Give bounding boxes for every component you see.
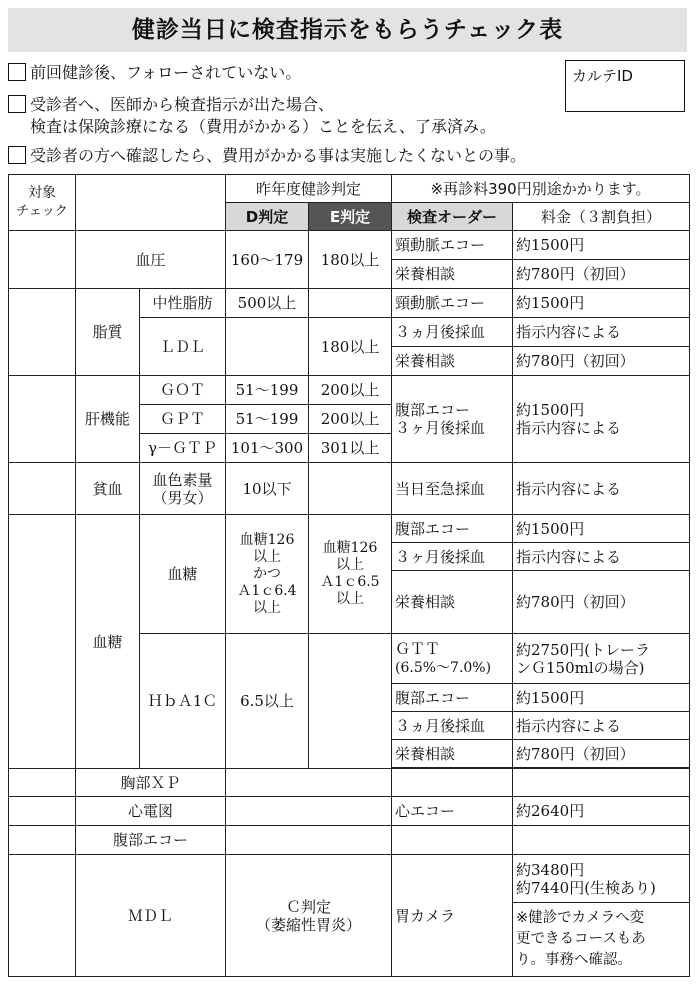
sugar-bs-e: 血糖126 以上 Ａ1ｃ6.5 以上 bbox=[309, 515, 392, 634]
liver-got-label: ＧＯＴ bbox=[140, 376, 226, 405]
bp-fee-2: 約780円（初回） bbox=[513, 260, 690, 289]
checkbox-2[interactable] bbox=[8, 95, 26, 113]
bp-label: 血圧 bbox=[76, 231, 226, 289]
exam-table bbox=[8, 174, 690, 977]
anemia-fee: 指示内容による bbox=[513, 463, 690, 515]
karte-id-box[interactable] bbox=[565, 60, 685, 112]
check-item-2[interactable] bbox=[8, 94, 496, 138]
check-item-1[interactable] bbox=[8, 62, 301, 84]
lipid-tg-label: 中性脂肪 bbox=[140, 289, 226, 318]
chest-fee bbox=[513, 769, 690, 797]
lipid-order-2: ３ヵ月後採血 bbox=[392, 318, 513, 347]
lipid-tg-d: 500以上 bbox=[226, 289, 309, 318]
sugar-hba1c-order-1: 腹部エコー bbox=[392, 684, 513, 712]
sugar-bs-order-3: 栄養相談 bbox=[392, 571, 513, 634]
sugar-bs-label: 血糖 bbox=[140, 515, 226, 634]
sugar-bs-order-1: 腹部エコー bbox=[392, 515, 513, 543]
liver-label: 肝機能 bbox=[76, 376, 140, 463]
chest-judgment bbox=[226, 769, 392, 797]
mdl-order: 胃カメラ bbox=[392, 855, 513, 977]
sugar-hba1c-fee-2: 指示内容による bbox=[513, 712, 690, 740]
sugar-label: 血糖 bbox=[76, 515, 140, 769]
anemia-d: 10以下 bbox=[226, 463, 309, 515]
ecg-judgment bbox=[226, 797, 392, 826]
anemia-e bbox=[309, 463, 392, 515]
sugar-hba1c-label: ＨｂＡ1Ｃ bbox=[140, 634, 226, 769]
mdl-fee: 約3480円 約7440円(生検あり) bbox=[513, 855, 690, 903]
chest-order bbox=[392, 769, 513, 797]
header-d: D判定 bbox=[226, 203, 309, 231]
liver-gpt-e: 200以上 bbox=[309, 405, 392, 434]
sugar-bs-order-2: ３ヶ月後採血 bbox=[392, 543, 513, 571]
lipid-fee-2: 指示内容による bbox=[513, 318, 690, 347]
check-item-2-text-1: 受診者へ、医師から検査指示が出た場合、 bbox=[30, 95, 335, 114]
check-cell-mdl[interactable] bbox=[9, 855, 76, 977]
liver-ggtp-label: γ－ＧＴＰ bbox=[140, 434, 226, 463]
sugar-bs-fee-2: 指示内容による bbox=[513, 543, 690, 571]
check-cell-sugar[interactable] bbox=[9, 515, 76, 769]
abdomen-order bbox=[392, 826, 513, 855]
header-order: 検査オーダー bbox=[392, 203, 513, 231]
check-cell-ecg[interactable] bbox=[9, 797, 76, 826]
sugar-hba1c-fee-1: 約1500円 bbox=[513, 684, 690, 712]
checkbox-3[interactable] bbox=[8, 146, 26, 164]
liver-orders: 腹部エコー ３ヶ月後採血 bbox=[392, 376, 513, 463]
lipid-ldl-label: ＬＤＬ bbox=[140, 318, 226, 376]
sugar-gtt-fee: 約2750円(トレーラ ンＧ150mlの場合) bbox=[513, 634, 690, 684]
lipid-tg-e bbox=[309, 289, 392, 318]
sugar-bs-d: 血糖126 以上 かつ Ａ1ｃ6.4 以上 bbox=[226, 515, 309, 634]
header-e: E判定 bbox=[309, 203, 392, 231]
sugar-hba1c-order-3: 栄養相談 bbox=[392, 740, 513, 768]
mdl-judgment: Ｃ判定 （萎縮性胃炎） bbox=[226, 855, 392, 977]
sugar-bs-fee-1: 約1500円 bbox=[513, 515, 690, 543]
header-note: ※再診料390円別途かかります。 bbox=[392, 175, 690, 203]
sugar-hba1c-order-2: ３ヵ月後採血 bbox=[392, 712, 513, 740]
abdomen-fee bbox=[513, 826, 690, 855]
check-cell-anemia[interactable] bbox=[9, 463, 76, 515]
karte-id-label: カルテID bbox=[572, 67, 633, 85]
liver-got-d: 51～199 bbox=[226, 376, 309, 405]
sugar-hba1c-fee-3: 約780円（初回） bbox=[513, 740, 690, 768]
ecg-label: 心電図 bbox=[76, 797, 226, 826]
sugar-hba1c-e bbox=[309, 634, 392, 769]
mdl-label: ＭＤＬ bbox=[76, 855, 226, 977]
liver-ggtp-d: 101～300 bbox=[226, 434, 309, 463]
abdomen-judgment bbox=[226, 826, 392, 855]
abdomen-label: 腹部エコー bbox=[76, 826, 226, 855]
lipid-fee-1: 約1500円 bbox=[513, 289, 690, 318]
bp-e: 180以上 bbox=[309, 231, 392, 289]
header-blank bbox=[76, 175, 226, 231]
anemia-sub: 血色素量 （男女） bbox=[140, 463, 226, 515]
ecg-fee: 約2640円 bbox=[513, 797, 690, 826]
header-judgment: 昨年度健診判定 bbox=[226, 175, 392, 203]
liver-ggtp-e: 301以上 bbox=[309, 434, 392, 463]
liver-gpt-d: 51～199 bbox=[226, 405, 309, 434]
mdl-note: ※健診でカメラへ変 更できるコースもあ り。事務へ確認。 bbox=[513, 903, 690, 977]
check-cell-lipid[interactable] bbox=[9, 289, 76, 376]
bp-order-2: 栄養相談 bbox=[392, 260, 513, 289]
lipid-order-1: 頸動脈エコー bbox=[392, 289, 513, 318]
checkbox-1[interactable] bbox=[8, 63, 26, 81]
sugar-bs-fee-3: 約780円（初回） bbox=[513, 571, 690, 634]
check-item-3[interactable] bbox=[8, 145, 526, 167]
anemia-label: 貧血 bbox=[76, 463, 140, 515]
check-item-3-text: 受診者の方へ確認したら、費用がかかる事は実施したくないとの事。 bbox=[30, 146, 527, 165]
ecg-order: 心エコー bbox=[392, 797, 513, 826]
lipid-order-3: 栄養相談 bbox=[392, 347, 513, 376]
bp-d: 160～179 bbox=[226, 231, 309, 289]
lipid-ldl-d bbox=[226, 318, 309, 376]
check-cell-abdomen[interactable] bbox=[9, 826, 76, 855]
check-cell-liver[interactable] bbox=[9, 376, 76, 463]
check-item-1-text: 前回健診後、フォローされていない。 bbox=[30, 63, 302, 82]
lipid-label: 脂質 bbox=[76, 289, 140, 376]
anemia-order: 当日至急採血 bbox=[392, 463, 513, 515]
lipid-ldl-e: 180以上 bbox=[309, 318, 392, 376]
sugar-gtt-order: ＧＴＴ (6.5%～7.0%) bbox=[392, 634, 513, 684]
check-cell-bp[interactable] bbox=[9, 231, 76, 289]
bp-order-1: 頸動脈エコー bbox=[392, 231, 513, 260]
lipid-fee-3: 約780円（初回） bbox=[513, 347, 690, 376]
chest-label: 胸部ＸＰ bbox=[76, 769, 226, 797]
page-title: 健診当日に検査指示をもらうチェック表 bbox=[8, 8, 687, 52]
bp-fee-1: 約1500円 bbox=[513, 231, 690, 260]
liver-fees: 約1500円 指示内容による bbox=[513, 376, 690, 463]
check-item-2-text-2: 検査は保険診療になる（費用がかかる）ことを伝え、了承済み。 bbox=[30, 117, 496, 136]
liver-gpt-label: ＧＰＴ bbox=[140, 405, 226, 434]
check-cell-chest[interactable] bbox=[9, 769, 76, 797]
header-fee: 料金（３割負担） bbox=[513, 203, 690, 231]
liver-got-e: 200以上 bbox=[309, 376, 392, 405]
sugar-hba1c-d: 6.5以上 bbox=[226, 634, 309, 769]
header-target: 対象 チェック bbox=[9, 175, 76, 231]
